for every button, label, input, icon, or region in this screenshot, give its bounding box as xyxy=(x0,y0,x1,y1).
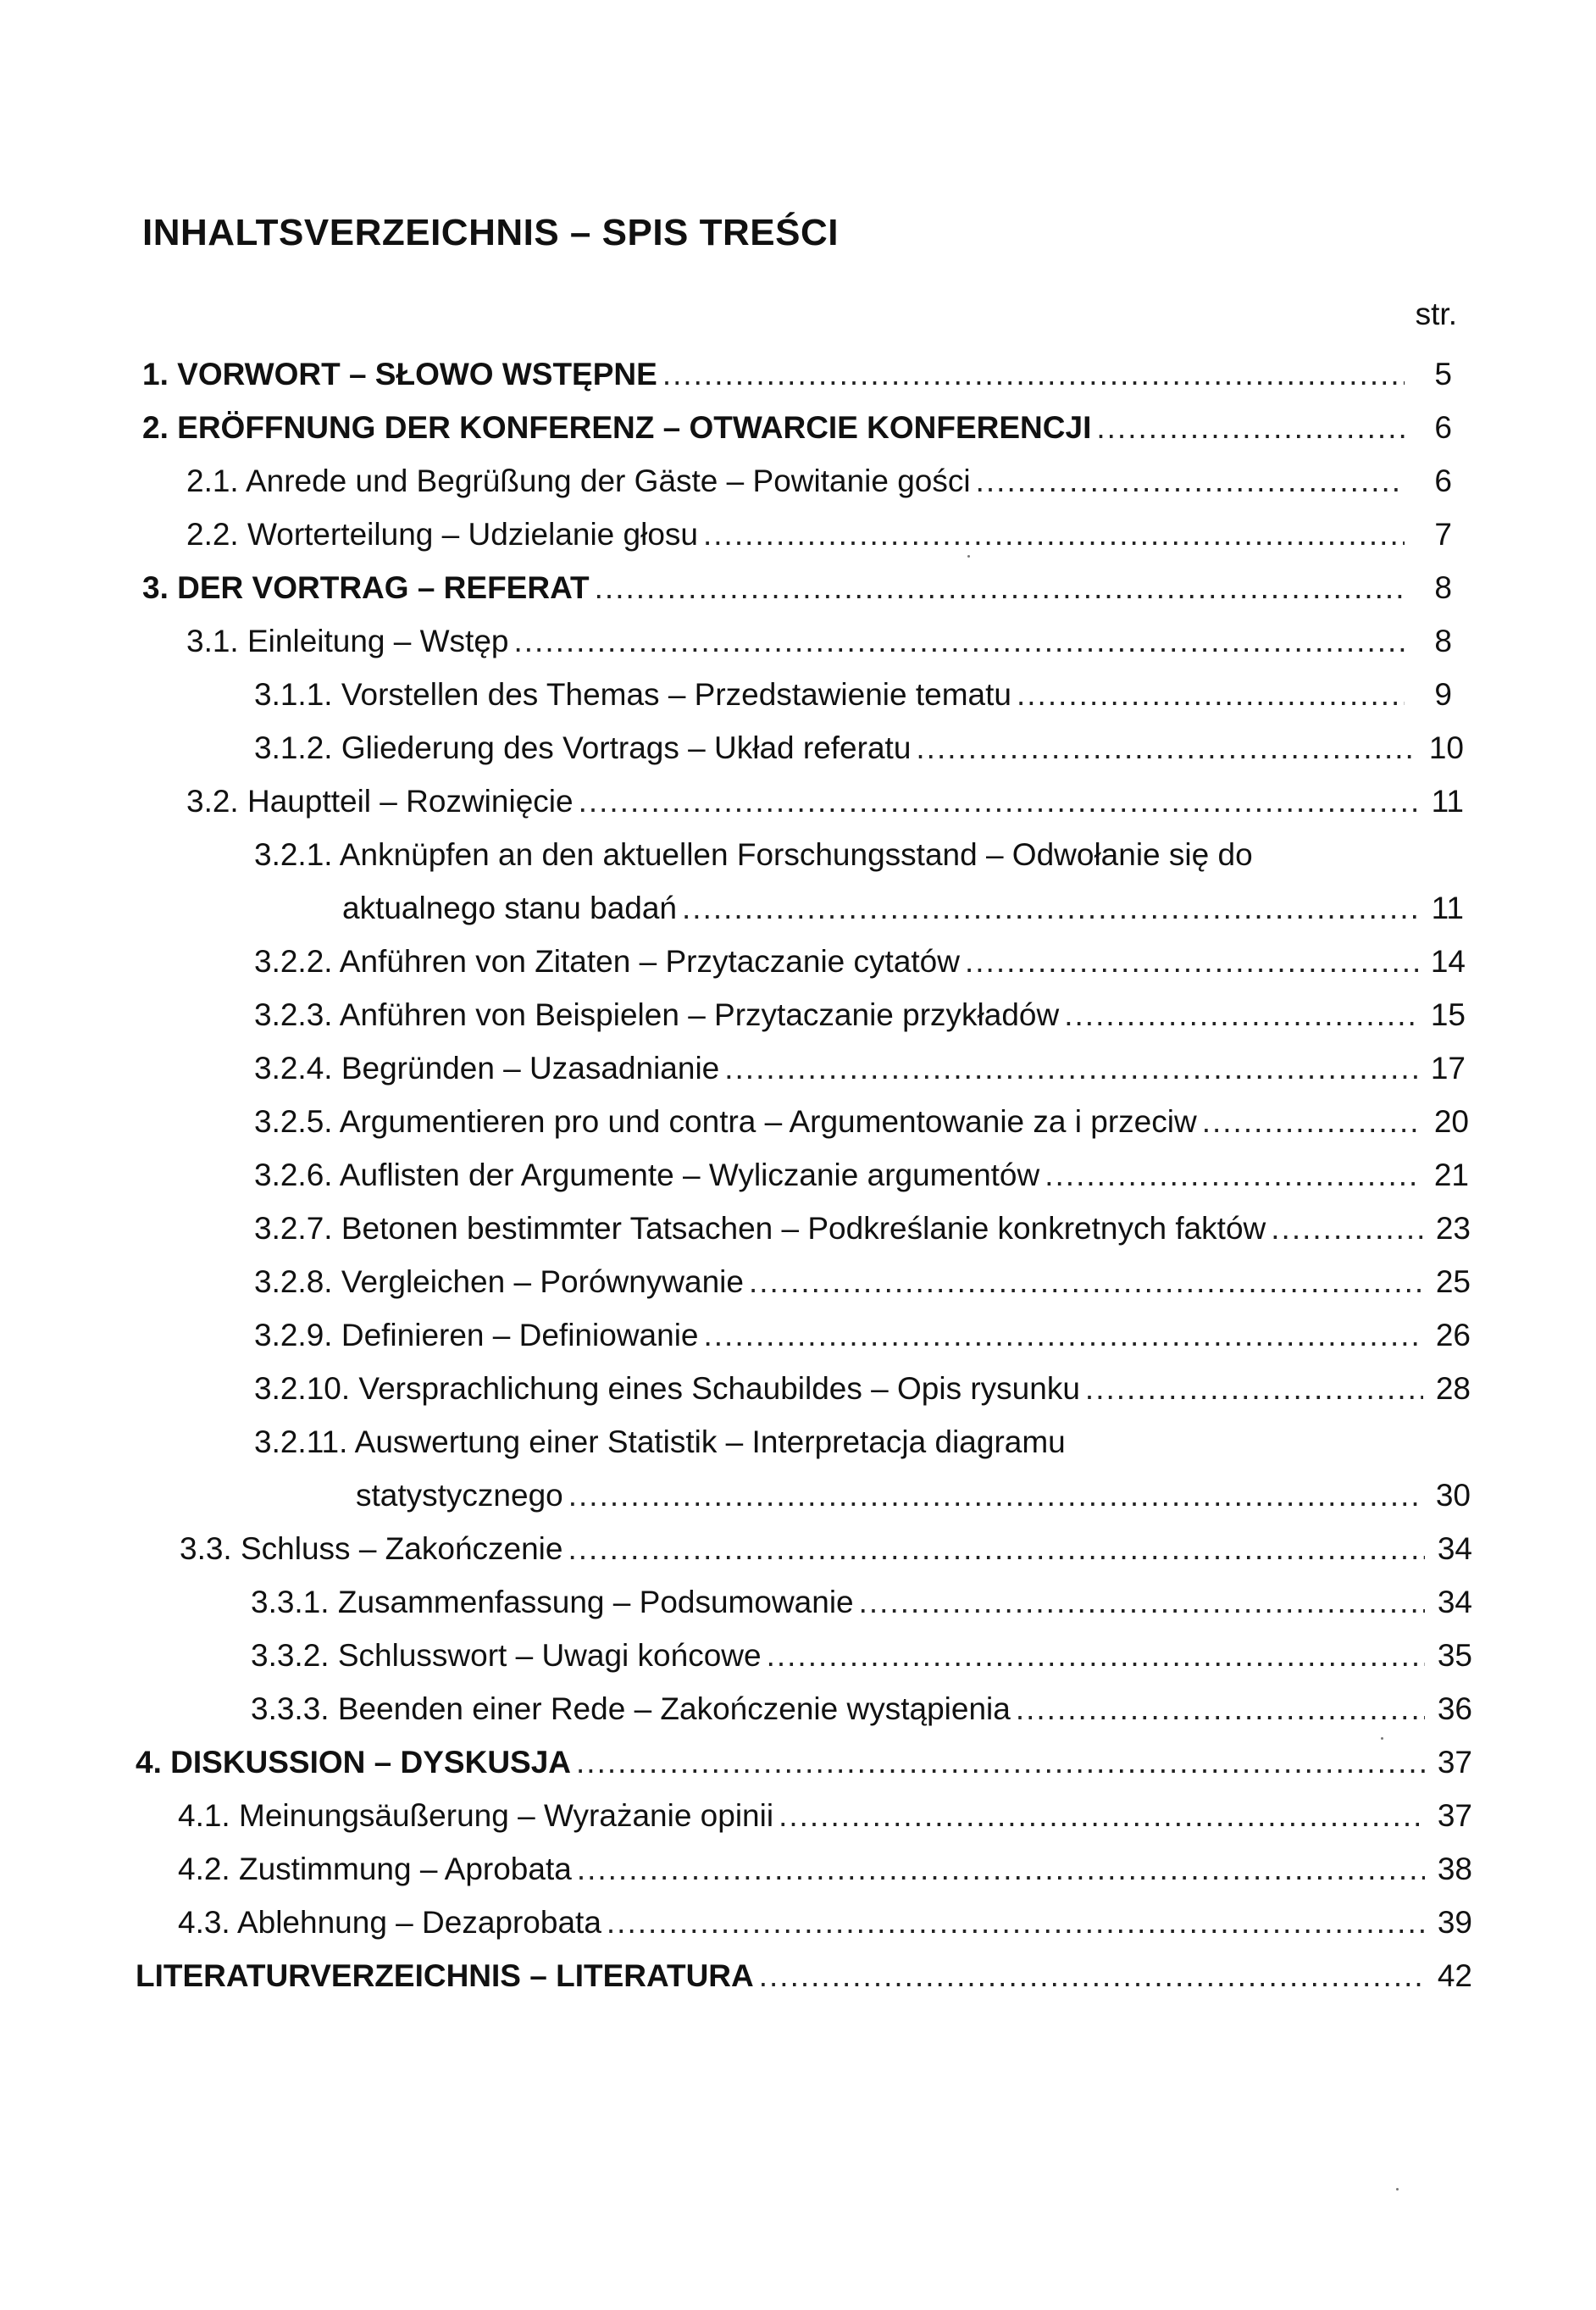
document-title: INHALTSVERZEICHNIS – SPIS TREŚCI xyxy=(142,212,839,253)
toc-entry-text: 3.3.1. Zusammenfassung – Podsumowanie xyxy=(251,1585,854,1619)
toc-entry-text: 3. DER VORTRAG – REFERAT xyxy=(142,570,590,605)
toc-entry-page: 23 xyxy=(1435,1211,1471,1246)
toc-entry-text: 3.2.10. Versprachlichung eines Schaubildes – Opis rysunku xyxy=(254,1371,1080,1406)
toc-entry-page: 38 xyxy=(1437,1852,1472,1886)
toc-leader-dots xyxy=(577,1851,1425,1888)
toc-leader-dots xyxy=(1202,1103,1421,1141)
toc-entry-3-2-3 xyxy=(254,983,1466,1034)
toc-entry-page: 8 xyxy=(1434,624,1452,658)
toc-entry-page: 30 xyxy=(1435,1478,1471,1513)
toc-entry-text: 2.2. Worterteilung – Udzielanie głosu xyxy=(186,517,698,552)
toc-entry-3-2-11-first-line xyxy=(254,1410,1066,1461)
toc-entry-page: 6 xyxy=(1434,464,1452,498)
toc-entry-text: 3.1.1. Vorstellen des Themas – Przedstawienie tematu xyxy=(254,677,1011,712)
toc-entry-page: 8 xyxy=(1434,570,1452,605)
toc-entry-4-2 xyxy=(178,1837,1472,1888)
toc-entry-3-2-10 xyxy=(254,1357,1471,1408)
toc-entry-text: 1. VORWORT – SŁOWO WSTĘPNE xyxy=(142,357,657,391)
toc-entry-literature xyxy=(136,1944,1472,1995)
toc-entry-text: 3.3.2. Schlusswort – Uwagi końcowe xyxy=(251,1638,762,1673)
toc-entry-page: 10 xyxy=(1428,730,1464,765)
toc-entry-3-2-6 xyxy=(254,1143,1469,1194)
toc-entry-3-2-2 xyxy=(254,930,1466,980)
toc-entry-page: 11 xyxy=(1431,784,1464,819)
toc-entry-page: 39 xyxy=(1437,1905,1472,1940)
toc-entry-text: 3.2.8. Vergleichen – Porównywanie xyxy=(254,1264,744,1299)
toc-entry-text: 3.2.7. Betonen bestimmter Tatsachen – Podkreślanie konkretnych faktów xyxy=(254,1211,1266,1246)
toc-leader-dots xyxy=(579,783,1416,820)
toc-leader-dots xyxy=(568,1530,1425,1568)
toc-leader-dots xyxy=(1017,676,1405,714)
toc-entry-text: 3.2.11. Auswertung einer Statistik – Interpretacja diagramu xyxy=(254,1424,1066,1459)
toc-leader-dots xyxy=(595,569,1405,607)
toc-leader-dots xyxy=(576,1744,1425,1781)
toc-entry-3-2-4 xyxy=(254,1036,1466,1087)
toc-entry-3-1-1 xyxy=(254,663,1452,714)
toc-entry-page: 36 xyxy=(1437,1691,1472,1726)
toc-leader-dots xyxy=(767,1637,1425,1674)
toc-entry-text: 4. DISKUSSION – DYSKUSJA xyxy=(136,1745,572,1780)
toc-entry-text: 3.2.4. Begründen – Uzasadnianie xyxy=(254,1051,720,1086)
toc-entry-text: 3.2.6. Auflisten der Argumente – Wyliczanie argumentów xyxy=(254,1158,1040,1192)
toc-entry-text: 3.2.5. Argumentieren pro und contra – Argumentowanie za i przeciw xyxy=(254,1104,1197,1139)
toc-entry-page: 6 xyxy=(1434,410,1452,445)
toc-entry-text: 3.3. Schluss – Zakończenie xyxy=(180,1531,563,1566)
toc-entry-text: 4.1. Meinungsäußerung – Wyrażanie opinii xyxy=(178,1798,774,1833)
toc-entry-3-2-1 xyxy=(342,876,1464,927)
toc-entry-text: 3.2.3. Anführen von Beispielen – Przytaczanie przykładów xyxy=(254,997,1060,1032)
toc-entry-text: 2. ERÖFFNUNG DER KONFERENZ – OTWARCIE KONFERENCJI xyxy=(142,410,1092,445)
toc-leader-dots xyxy=(976,463,1405,500)
toc-entry-text: 3.2.1. Anknüpfen an den aktuellen Forschungsstand – Odwołanie się do xyxy=(254,837,1253,872)
toc-entry-continuation: statystycznego xyxy=(356,1478,563,1513)
toc-entry-2-1 xyxy=(186,449,1452,500)
scan-speck xyxy=(1396,2188,1399,2191)
toc-entry-page: 34 xyxy=(1437,1531,1472,1566)
toc-leader-dots xyxy=(916,730,1416,767)
scan-speck xyxy=(1381,1737,1383,1740)
toc-entry-3-3-1 xyxy=(251,1570,1472,1621)
toc-leader-dots xyxy=(703,516,1405,553)
toc-leader-dots xyxy=(1271,1210,1423,1247)
toc-leader-dots xyxy=(1085,1370,1423,1408)
toc-leader-dots xyxy=(704,1317,1424,1354)
toc-leader-dots xyxy=(662,356,1405,393)
toc-leader-dots xyxy=(859,1584,1425,1621)
toc-entry-page: 11 xyxy=(1431,891,1464,925)
toc-entry-text: LITERATURVERZEICHNIS – LITERATURA xyxy=(136,1958,754,1993)
toc-entry-page: 21 xyxy=(1433,1158,1469,1192)
toc-entry-page: 28 xyxy=(1435,1371,1471,1406)
toc-entry-3-1 xyxy=(186,609,1452,660)
toc-entry-page: 9 xyxy=(1434,677,1452,712)
toc-entry-1 xyxy=(142,342,1452,393)
toc-entry-3 xyxy=(142,556,1452,607)
toc-entry-4 xyxy=(136,1730,1472,1781)
toc-entry-3-2-9 xyxy=(254,1303,1471,1354)
toc-entry-3-2-5 xyxy=(254,1090,1469,1141)
toc-leader-dots xyxy=(779,1797,1425,1835)
toc-entry-page: 35 xyxy=(1437,1638,1472,1673)
toc-leader-dots xyxy=(568,1477,1423,1514)
toc-entry-text: 3.1. Einleitung – Wstęp xyxy=(186,624,509,658)
toc-entry-page: 5 xyxy=(1434,357,1452,391)
toc-leader-dots xyxy=(607,1904,1425,1941)
toc-entry-3-3-2 xyxy=(251,1624,1472,1674)
toc-entry-2 xyxy=(142,396,1452,447)
toc-entry-page: 17 xyxy=(1430,1051,1466,1086)
toc-leader-dots xyxy=(724,1050,1418,1087)
toc-entry-2-2 xyxy=(186,503,1452,553)
toc-entry-page: 26 xyxy=(1435,1318,1471,1352)
toc-entry-continuation: aktualnego stanu badań xyxy=(342,891,678,925)
toc-leader-dots xyxy=(514,623,1405,660)
toc-entry-text: 3.1.2. Gliederung des Vortrags – Układ referatu xyxy=(254,730,912,765)
toc-entry-text: 4.2. Zustimmung – Aprobata xyxy=(178,1852,572,1886)
toc-entry-3-2-1-first-line xyxy=(254,823,1253,874)
toc-entry-3-3-3 xyxy=(251,1677,1472,1728)
toc-entry-text: 3.2.9. Definieren – Definiowanie xyxy=(254,1318,699,1352)
toc-entry-page: 37 xyxy=(1437,1745,1472,1780)
toc-entry-text: 3.2. Hauptteil – Rozwinięcie xyxy=(186,784,574,819)
toc-leader-dots xyxy=(749,1263,1423,1301)
toc-leader-dots xyxy=(1064,997,1418,1034)
toc-entry-text: 4.3. Ablehnung – Dezaprobata xyxy=(178,1905,601,1940)
toc-leader-dots xyxy=(1016,1691,1425,1728)
toc-entry-page: 34 xyxy=(1437,1585,1472,1619)
toc-leader-dots xyxy=(682,890,1416,927)
toc-leader-dots xyxy=(759,1957,1425,1995)
toc-entry-3-2-11 xyxy=(356,1463,1471,1514)
toc-entry-page: 14 xyxy=(1430,944,1466,979)
toc-entry-3-2-7 xyxy=(254,1197,1471,1247)
toc-entry-text: 2.1. Anrede und Begrüßung der Gäste – Powitanie gości xyxy=(186,464,971,498)
toc-entry-3-2-8 xyxy=(254,1250,1471,1301)
page-column-label: str. xyxy=(1415,297,1457,331)
toc-entry-page: 7 xyxy=(1434,517,1452,552)
toc-entry-page: 42 xyxy=(1437,1958,1472,1993)
toc-entry-page: 37 xyxy=(1437,1798,1472,1833)
toc-leader-dots xyxy=(1045,1157,1421,1194)
toc-entry-page: 25 xyxy=(1435,1264,1471,1299)
toc-entry-page: 20 xyxy=(1433,1104,1469,1139)
toc-leader-dots xyxy=(1096,409,1405,447)
toc-leader-dots xyxy=(965,943,1418,980)
scan-speck xyxy=(967,555,970,558)
toc-entry-3-2 xyxy=(186,769,1464,820)
toc-entry-text: 3.2.2. Anführen von Zitaten – Przytaczanie cytatów xyxy=(254,944,960,979)
toc-entry-text: 3.3.3. Beenden einer Rede – Zakończenie wystąpienia xyxy=(251,1691,1011,1726)
toc-entry-4-3 xyxy=(178,1891,1472,1941)
toc-entry-3-3 xyxy=(180,1517,1472,1568)
toc-entry-3-1-2 xyxy=(254,716,1464,767)
toc-entry-page: 15 xyxy=(1430,997,1466,1032)
toc-entry-4-1 xyxy=(178,1784,1472,1835)
